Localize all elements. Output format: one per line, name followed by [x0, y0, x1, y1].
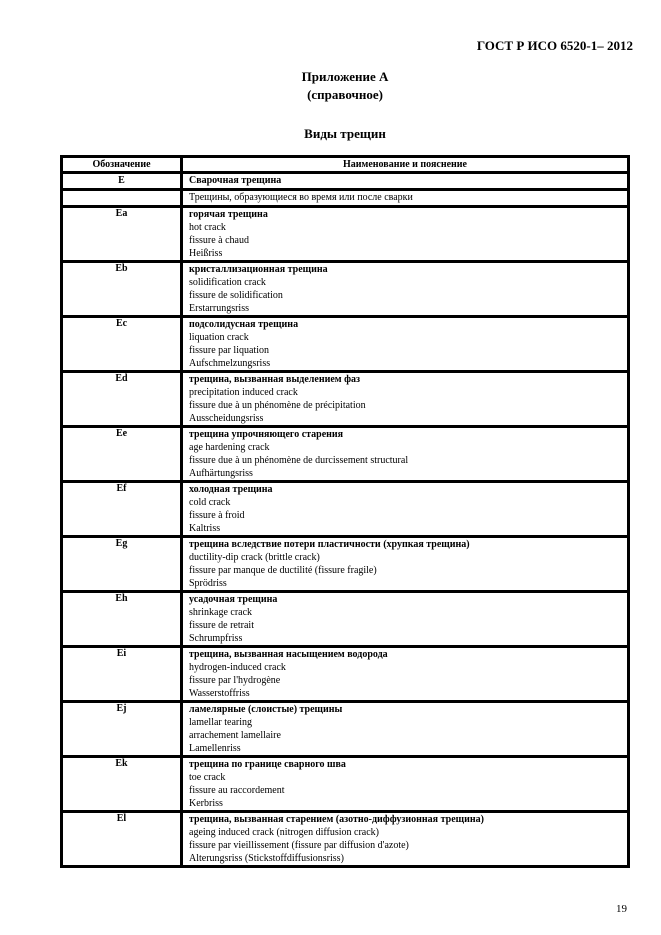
section-title: Виды трещин: [304, 126, 386, 141]
designation-cell: El: [62, 812, 182, 867]
appendix-title: Приложение А: [301, 69, 389, 84]
crack-name-de: Aufschmelzungsriss: [189, 358, 271, 369]
designation-cell: [62, 190, 182, 207]
crack-name-ru: подсолидусная трещина: [189, 319, 299, 330]
crack-name-en: liquation crack: [189, 332, 249, 343]
crack-name-ru: трещина упрочняющего старения: [189, 429, 344, 440]
crack-name-en: solidification crack: [189, 277, 266, 288]
designation-cell: Eb: [62, 262, 182, 317]
designation-cell: E: [62, 173, 182, 190]
crack-name-fr: fissure due à un phénomène de précipitation: [189, 400, 366, 411]
designation-cell: Ea: [62, 207, 182, 262]
crack-name-ru: усадочная трещина: [189, 594, 278, 605]
table-row: [62, 647, 629, 702]
column-header-designation: Обозначение: [62, 157, 182, 173]
designation-cell: Ef: [62, 482, 182, 537]
crack-name-fr: fissure de solidification: [189, 290, 283, 301]
crack-name-ru: трещина, вызванная старением (азотно-диффузионная трещина): [189, 814, 484, 825]
table-row: [62, 190, 629, 207]
crack-name-fr: fissure au raccordement: [189, 785, 285, 796]
appendix-subtitle: (справочное): [307, 87, 383, 102]
table-row: [62, 262, 629, 317]
crack-name-de: Aufhärtungsriss: [189, 468, 253, 479]
table-row: [62, 173, 629, 190]
crack-name-fr: fissure à chaud: [189, 235, 249, 246]
designation-cell: Eh: [62, 592, 182, 647]
column-header-name: Наименование и пояснение: [182, 157, 629, 173]
crack-name-en: hot crack: [189, 222, 226, 233]
designation-cell: Eg: [62, 537, 182, 592]
crack-name-fr: arrachement lamellaire: [189, 730, 281, 741]
crack-name-en: ductility-dip crack (brittle crack): [189, 552, 320, 563]
table-row: [62, 812, 629, 867]
table-row: [62, 207, 629, 262]
table-row: [62, 317, 629, 372]
crack-name-ru: трещина вследствие потери пластичности (хрупкая трещина): [189, 539, 470, 550]
crack-name-ru: холодная трещина: [189, 484, 273, 495]
designation-cell: Ee: [62, 427, 182, 482]
crack-name-ru: горячая трещина: [189, 209, 268, 220]
page-number: 19: [616, 903, 627, 915]
title-block: [60, 68, 630, 142]
crack-name-de: Alterungsriss (Stickstoffdiffusionsriss): [189, 853, 344, 864]
document-standard-number: ГОСТ Р ИСО 6520-1– 2012: [476, 38, 633, 53]
designation-cell: Ei: [62, 647, 182, 702]
crack-name-en: precipitation induced crack: [189, 387, 298, 398]
crack-name-en: hydrogen-induced crack: [189, 662, 286, 673]
crack-name-fr: fissure par liquation: [189, 345, 269, 356]
crack-name-fr: fissure à froid: [189, 510, 245, 521]
table-header-row: [62, 157, 629, 173]
crack-name-de: Schrumpfriss: [189, 633, 243, 644]
crack-name-en: shrinkage crack: [189, 607, 253, 618]
crack-name-de: Sprödriss: [189, 578, 227, 589]
crack-name-de: Erstarrungsriss: [189, 303, 249, 314]
crack-name-ru: ламелярные (слоистые) трещины: [189, 704, 343, 715]
crack-name-de: Lamellenriss: [189, 743, 241, 754]
crack-name-de: Heißriss: [189, 248, 223, 259]
group-name-cell: Сварочная трещина: [182, 173, 629, 190]
crack-name-en: toe crack: [189, 772, 226, 783]
group-note-cell: Трещины, образующиеся во время или после сварки: [182, 190, 629, 207]
crack-name-en: lamellar tearing: [189, 717, 253, 728]
table-row: [62, 702, 629, 757]
crack-name-en: ageing induced crack (nitrogen diffusion crack): [189, 827, 380, 838]
crack-name-de: Wasserstoffriss: [189, 688, 250, 699]
designation-cell: Ej: [62, 702, 182, 757]
crack-name-ru: кристаллизационная трещина: [189, 264, 328, 275]
table-row: [62, 427, 629, 482]
crack-name-de: Kerbriss: [189, 798, 223, 809]
crack-name-ru: трещина, вызванная насыщением водорода: [189, 649, 388, 660]
table-row: [62, 592, 629, 647]
designation-cell: Ed: [62, 372, 182, 427]
cracks-table: [60, 155, 630, 868]
crack-name-en: cold crack: [189, 497, 231, 508]
designation-cell: Ec: [62, 317, 182, 372]
crack-name-fr: fissure par l'hydrogène: [189, 675, 281, 686]
crack-name-en: age hardening crack: [189, 442, 270, 453]
crack-name-fr: fissure par vieillissement (fissure par diffusion d'azote): [189, 840, 409, 851]
crack-name-de: Kaltriss: [189, 523, 221, 534]
table-row: [62, 537, 629, 592]
crack-name-fr: fissure par manque de ductilité (fissure fragile): [189, 565, 377, 576]
designation-cell: Ek: [62, 757, 182, 812]
table-row: [62, 482, 629, 537]
crack-name-ru: трещина по границе сварного шва: [189, 759, 346, 770]
crack-name-ru: трещина, вызванная выделением фаз: [189, 374, 361, 385]
table-row: [62, 757, 629, 812]
crack-name-de: Ausscheidungsriss: [189, 413, 264, 424]
crack-name-fr: fissure due à un phénomène de durcissement structural: [189, 455, 409, 466]
table-row: [62, 372, 629, 427]
crack-name-fr: fissure de retrait: [189, 620, 254, 631]
